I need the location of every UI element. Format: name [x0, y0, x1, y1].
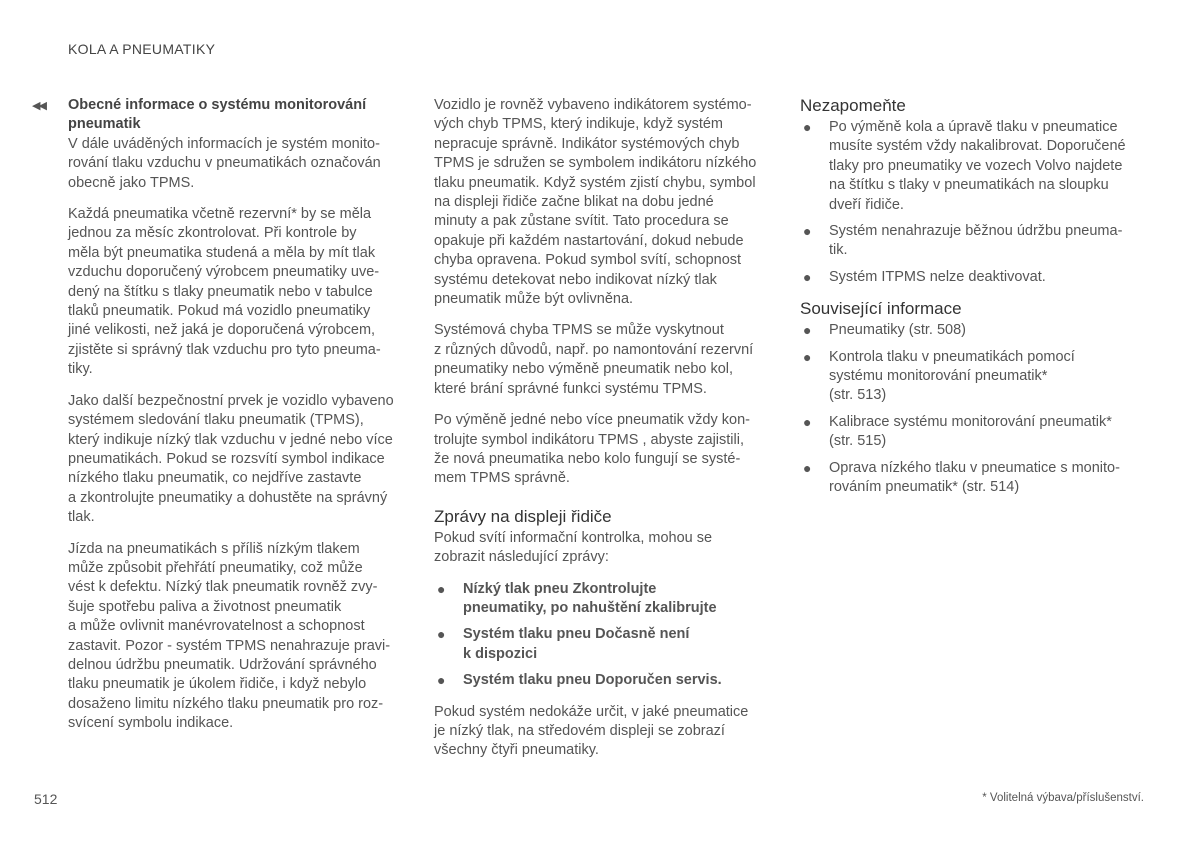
bullet-icon: ●: [437, 626, 446, 643]
bullet-icon: ●: [803, 223, 812, 240]
subheading-driver-display: Zprávy na displeji řidiče: [434, 506, 612, 526]
list-item: ● Nízký tlak pneu Zkontrolujte pneumatiky, po nahuštění zkalibrujte: [437, 580, 717, 616]
chapter-header: KOLA A PNEUMATIKY: [68, 41, 216, 57]
paragraph: V dále uváděných informacích je systém monito- rování tlaku vzduchu v pneumatikách označován obecně jako TPMS.: [68, 135, 381, 191]
related-link[interactable]: ● Kontrola tlaku v pneumatikách pomocí systému monitorování pneumatik* (str. 513): [803, 348, 1075, 404]
paragraph: Systémová chyba TPMS se může vyskytnout z různých důvodů, např. po namontování rezervní pneumatiky nebo výměně pneumatik nebo kol, které brání správné funkci systému TPMS.: [434, 322, 754, 397]
bullet-icon: ●: [437, 672, 446, 689]
bullet-icon: ●: [803, 348, 812, 365]
bullet-icon: ●: [803, 119, 812, 135]
paragraph: Jízda na pneumatikách s příliš nízkým tlakem může způsobit přehřátí pneumatiky, což může vést k defektu. Nízký tlak pneumatik rovněž zvy- šuje spotřebu paliva a životnost pneumatik a může ovlivnit manévrovatelnost a schopnost zastavit. Pozor - systém TPMS nenahrazuje pravi- delnou údržbu pneumatik. Udržování správného tlaku pneumatik je úkolem řidiče, i když nebylo dosaženo limitu nízkého tlaku pneumatik pro roz- svícení symbolu indikace.: [68, 540, 391, 732]
list-item: ● Systém ITPMS nelze deaktivovat.: [800, 268, 1135, 287]
bullet-icon: ●: [437, 580, 446, 597]
list-item: ● Systém tlaku pneu Dočasně není k dispozici: [437, 626, 690, 662]
related-link[interactable]: ● Kalibrace systému monitorování pneumatik* (str. 515): [803, 413, 1112, 450]
list-item: ● Po výměně kola a úpravě tlaku v pneumatice musíte systém vždy nakalibrovat. Doporučené tlaky pro pneumatiky ve vozech Volvo najdete na štítku s tlaky v pneumatikách na sloupku dveří řidiče.: [803, 119, 1126, 213]
bullet-icon: ●: [803, 322, 812, 339]
column-left: [32, 96, 403, 746]
related-link[interactable]: ● Oprava nízkého tlaku v pneumatice s monito- rováním pneumatik* (str. 514): [803, 459, 1120, 496]
page-number: 512: [34, 791, 58, 807]
bullet-icon: ●: [803, 459, 812, 476]
section-heading: [32, 96, 403, 135]
list-item: ● Systém nenahrazuje běžnou údržbu pneuma- tik.: [803, 223, 1123, 259]
bullet-icon: ●: [803, 413, 812, 430]
bullet-icon: ●: [803, 268, 812, 285]
paragraph: Pokud systém nedokáže určit, v jaké pneumatice je nízký tlak, na středovém displeji se zobrazí všechny čtyři pneumatiky.: [434, 703, 749, 759]
related-list: [800, 321, 1135, 497]
paragraph: Pokud svítí informační kontrolka, mohou se zobrazit následující zprávy:: [434, 529, 713, 566]
column-middle: [434, 96, 769, 773]
paragraph: Jako další bezpečnostní prvek je vozidlo vybaveno systémem sledování tlaku pneumatik (TPMS), který indikuje nízký tlak vzduchu v jedné nebo více pneumatikách. Pokud se rozsvítí symbol indikace nízkého tlaku pneumatik, co nejdříve zastavte a zkontrolujte pneumatiky a dohustěte na správný tlak.: [68, 392, 394, 526]
list-item: ● Systém tlaku pneu Doporučen servis.: [434, 671, 769, 690]
section-title: Obecné informace o systému monitorování pneumatik: [68, 97, 367, 133]
related-link[interactable]: ● Pneumatiky (str. 508): [800, 321, 1135, 340]
paragraph: Každá pneumatika včetně rezervní* by se měla jednou za měsíc zkontrolovat. Při kontrole by měla být pneumatika studená a měla by mít tlak vzduchu doporučený výrobcem pneumatiky uve- dený na štítku s tlaky pneumatik nebo v tabulce tlaků pneumatik. Pokud má vozidlo pneumatiky jiné velikosti, než jaká je doporučená výrobcem, zjistěte si správný tlak vzduchu pro tyto pneuma- tiky.: [68, 206, 381, 378]
footnote: * Volitelná výbava/příslušenství.: [982, 792, 1144, 804]
column-right: [800, 96, 1135, 510]
back-arrow-icon[interactable]: ◀◀: [32, 100, 45, 112]
related-heading: Související informace: [800, 299, 962, 319]
message-list: [434, 580, 769, 691]
note-heading: Nezapomeňte: [800, 96, 906, 115]
paragraph: Vozidlo je rovněž vybaveno indikátorem systémo- vých chyb TPMS, který indikuje, když systém nepracuje správně. Indikátor systémových chyb TPMS je sdružen se symbolem indikátoru nízkého tlaku pneumatik. Když systém zjistí chybu, symbol na displeji řidiče začne blikat na dobu jedné minuty a pak zůstane svítit. Tato procedura se opakuje při každém nastartování, dokud nebude chyba opravena. Pokud symbol svítí, schopnost systému detekovat nebo indikovat nízký tlak pneumatik může být ovlivněna.: [434, 97, 757, 308]
note-list: [800, 118, 1135, 287]
paragraph: Po výměně jedné nebo více pneumatik vždy kon- trolujte symbol indikátoru TPMS , abyste zajistili, že nová pneumatika nebo kolo fungují se systé- mem TPMS správně.: [434, 412, 750, 487]
